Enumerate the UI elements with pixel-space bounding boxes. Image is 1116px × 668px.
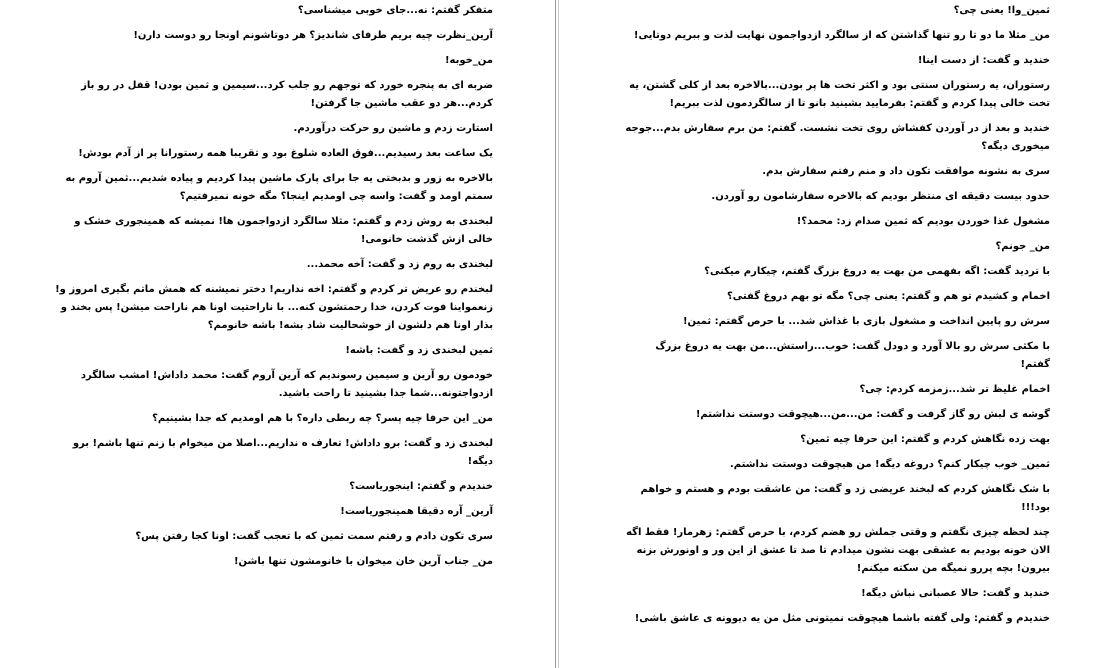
paragraph: ثمین_ خوب چیکار کنم؟ دروغه دیگه! من هیچوقت دوستت نداشتم. [729, 459, 1050, 470]
paragraph: سری تکون دادم و رفتم سمت ثمین که با تعجب گفت: اونا کجا رفتن پس؟ [135, 531, 493, 542]
paragraph: مشغول غذا خوردن بودیم که ثمین صدام زد: محمد؟! [796, 216, 1050, 227]
paragraph: با شک نگاهش کردم که لبخند عریضی زد و گفت: من عاشقت بودم و هستم و خواهم بود!!! [640, 484, 1050, 513]
paragraph: من_ این حرفا چیه پسر؟ چه ربطی داره؟ با هم اومدیم که جدا بشینیم؟ [152, 413, 493, 424]
paragraph: بالاخره به زور و بدبختی یه جا برای پارک ماشین پیدا کردیم و پیاده شدیم...ثمین آروم به سمتم اومد و گفت: واسه چی اومدیم اینجا؟ مگه خونه نمیرفتیم؟ [65, 173, 493, 202]
paragraph: خندید و گفت: از دست اینا! [917, 55, 1050, 66]
paragraph: من_ مثلا ما دو تا رو تنها گذاشتن که از سالگرد ازدواجمون نهایت لذت و ببریم دوتایی! [633, 30, 1050, 41]
paragraph: با تردید گفت: اگه بفهمی من بهت یه دروغ بزرگ گفتم، چیکارم میکنی؟ [704, 266, 1050, 277]
paragraph: خندیدم و گفتم: ولی گفته باشما هیچوقت نمیتونی مثل من یه دیوونه ی عاشق باشی! [634, 613, 1050, 624]
document-page-left [0, 0, 556, 668]
paragraph: آرین_نظرت چیه بریم طرفای شاندیز؟ هر دوتاشونم اونجا رو دوست دارن! [133, 30, 493, 41]
paragraph: رستوران، یه رستوران سنتی بود و اکثر تخت ها پر بودن...بالاخره بعد از کلی گشتن، یه تخت خالی پیدا کردم و گفتم: بفرمایید بشینید بانو تا از سالگردمون لذت ببریم! [629, 80, 1050, 109]
paragraph: استارت زدم و ماشین رو حرکت درآوردم. [293, 123, 493, 134]
paragraph: خندید و گفت: حالا عصبانی نباش دیگه! [861, 588, 1050, 599]
paragraph: آرین_ آره دقیقا همینجوریاست! [340, 506, 493, 517]
paragraph: لبخندی زد و گفت: برو داداش! تعارف ه نداریم...اصلا من میخوام با زنم تنها باشم! برو دیگه! [72, 438, 493, 467]
paragraph: بهت زده نگاهش کردم و گفتم: این حرفا چیه ثمین؟ [800, 434, 1050, 445]
paragraph: سرش رو پایین انداخت و مشغول بازی با غذاش شد... با حرص گفتم: ثمین! [683, 316, 1050, 327]
paragraph: ثمین لبخندی زد و گفت: باشه! [345, 345, 493, 356]
paragraph: لبخندی به روش زدم و گفتم: مثلا سالگرد ازدواجمون ها! نمیشه که همینجوری خشک و خالی ازش گذشت خانومی! [74, 216, 493, 245]
paragraph: سری به نشونه موافقت تکون داد و منم رفتم سفارش بدم. [762, 166, 1050, 177]
paragraph: خندیدم و گفتم: اینجوریاست؟ [349, 481, 493, 492]
paragraph: با مکثی سرش رو بالا آورد و دودل گفت: خوب...راستش...من بهت یه دروغ بزرگ گفتم! [655, 341, 1050, 370]
paragraph: چند لحظه چیزی نگفتم و وقتی جملش رو هضم کردم، با حرص گفتم: زهرمار! فقط اگه الان خونه بودیم به عشقی بهت نشون میدادم تا صد تا عشق از این ور و اونورش بزنه بیرون! بچه پررو نمیگه من سکته میکنم! [626, 527, 1050, 574]
paragraph: گوشه ی لبش رو گاز گرفت و گفت: من...من...هیچوقت دوستت نداشتم! [695, 409, 1050, 420]
paragraph: یک ساعت بعد رسیدیم...فوق العاده شلوغ بود و تقریبا همه رستورانا پر از آدم بودش! [78, 148, 493, 159]
paragraph: خودمون رو آرین و سیمین رسوندیم که آرین آروم گفت: محمد داداش! امشب سالگرد ازدواجتونه...شما جدا بشینید تا راحت باشید. [80, 370, 493, 399]
page-text-right [624, 0, 1050, 635]
paragraph: من_خوبه! [444, 55, 493, 66]
paragraph: اخمام غلیظ تر شد...زمزمه کردم: چی؟ [859, 384, 1050, 395]
document-page-right [558, 0, 1116, 668]
paragraph: من_ جناب آرین خان میخوان با خانومشون تنها باشن! [233, 556, 493, 567]
paragraph: حدود بیست دقیقه ای منتظر بودیم که بالاخره سفارشامون رو آوردن. [711, 191, 1050, 202]
page-text-left [53, 0, 493, 578]
paragraph: خندید و بعد از در آوردن کفشاش روی تخت نشست. گفتم: من برم سفارش بدم...جوجه میخوری دیگه؟ [625, 123, 1050, 152]
paragraph: اخمام و کشیدم تو هم و گفتم: یعنی چی؟ مگه تو بهم دروغ گفتی؟ [727, 291, 1050, 302]
paragraph: من_ جونم؟ [995, 241, 1050, 252]
paragraph: ضربه ای به پنجره خورد که توجهم رو جلب کرد...سیمین و ثمین بودن! قفل در رو باز کردم...هر دو عقب ماشین جا گرفتن! [81, 80, 493, 109]
paragraph: متفکر گفتم: نه...جای خوبی میشناسی؟ [297, 5, 493, 16]
paragraph: لبخندی به روم زد و گفت: آخه محمد... [306, 259, 493, 270]
paragraph: لبخندم رو عریض تر کردم و گفتم: اخه نداریم! دختر نمیشنه که همش ماتم بگیری امروز و! زنعمواینا فوت کردن، خدا رحمتشون کنه... با ناراحتیت اونا هم ناراحت میشن! پس بخند و بذار اونا هم دلشون از خوشحالیت شاد بشه! باشه خانومم؟ [55, 284, 493, 331]
paragraph: ثمین_وا! یعنی چی؟ [953, 5, 1050, 16]
